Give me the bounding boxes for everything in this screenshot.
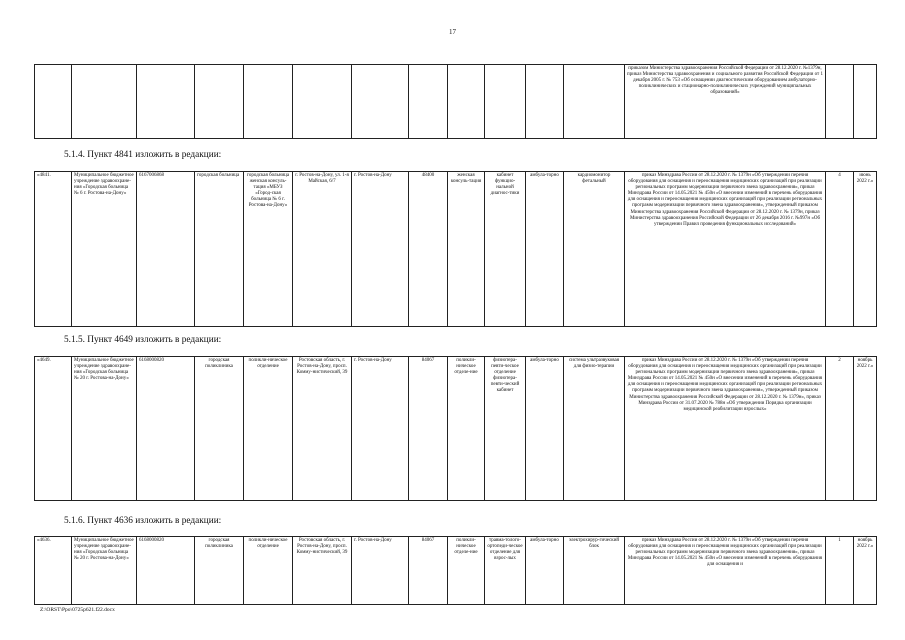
continuation-table [34, 64, 877, 139]
okato-code: 84067 [409, 537, 448, 605]
cell [409, 65, 448, 139]
item-table-4649 [34, 356, 877, 501]
subdivision: поликли-ническое отделение [244, 537, 293, 605]
cell [854, 65, 877, 139]
locality: г. Ростов-на-Дону [352, 357, 409, 501]
locality: г. Ростов-на-Дону [352, 172, 409, 327]
address: Ростовская область, г. Ростов-на-Дону, просп. Комму-нистический, 39 [293, 357, 352, 501]
care-form: амбула-торно [526, 537, 564, 605]
cell [448, 65, 485, 139]
institution-type: городская поликлиника [195, 537, 244, 605]
cell [526, 65, 564, 139]
section-heading: 5.1.4. Пункт 4841 изложить в редакции: [64, 150, 222, 160]
room: травма-толого-ортопеди-ческое отделение для взрос-лых [485, 537, 526, 605]
institution-name: Муниципальное бюджетное учреждение здравоохране-ния «Городская больница № 20 г. Ростова-на-Дону» [72, 357, 137, 501]
cell [564, 65, 625, 139]
section-heading: 5.1.6. Пункт 4636 изложить в редакции: [64, 516, 222, 526]
quantity: 4 [826, 172, 854, 327]
continuation-row [35, 65, 877, 139]
care-form: амбула-торно [526, 357, 564, 501]
delivery-date: ноябрь 2022 г.» [854, 537, 877, 605]
institution-name: Муниципальное бюджетное учреждение здравоохране-ния «Городская больница № 6 г. Ростова-на-Дону» [72, 172, 137, 327]
item-number: «4649. [35, 357, 72, 501]
care-form: амбула-торно [526, 172, 564, 327]
legal-basis-cell: приказом Министерства здравоохранения Российской Федерации от 28.12.2020 г. №1379н, приказ Министерства здравоохранения и социального развития Российской Федерации от 1 декабря 2005 г. № 753 «Об оснащении диагностическим оборудованием амбулаторно-поликлинических и стационарно-поликлинических учреждений муниципальных образований» [625, 65, 826, 139]
room: физиотера-певти-ческое отделение физиотера-певти-ческий кабинет [485, 357, 526, 501]
department: женская консуль-тация [448, 172, 485, 327]
cell [72, 65, 137, 139]
locality: г. Ростов-на-Дону [352, 537, 409, 605]
department: поликли-ническое отделе-ние [448, 357, 485, 501]
inn-code: 6167006868 [137, 172, 195, 327]
okato-code: 84067 [409, 357, 448, 501]
address: Ростовская область, г. Ростов-на-Дону, просп. Комму-нистический, 39 [293, 537, 352, 605]
inn-code: 6168000820 [137, 537, 195, 605]
legal-basis: приказ Минздрава России от 28.12.2020 г. № 1379н «Об утверждении перечня оборудования для оснащения и переоснащения медицинских организаций при реализации региональных программ модернизации первичного звена здравоохранения», приказ Минздрава России от 14.05.2021 № 450н «О внесении изменений в перечень оборудования для оснащения и [625, 537, 826, 605]
subdivision: городская больница женская консуль-тация «МБУЗ «Город-ская больница № 6 г. Ростова-на-Дону» [244, 172, 293, 327]
file-path-footer: Z:\ORST\Ppo\0725p621.f22.docx [40, 607, 115, 613]
equipment: кардиомонитор фетальный [564, 172, 625, 327]
cell [293, 65, 352, 139]
room: кабинет функцио-нальной диагнос-тики [485, 172, 526, 327]
cell [244, 65, 293, 139]
item-table-4636 [34, 536, 877, 605]
cell [35, 65, 72, 139]
address: г. Ростов-на-Дону, ул. 1-я Майская, 6/7 [293, 172, 352, 327]
okato-code: 48400 [409, 172, 448, 327]
page-number: 17 [449, 28, 456, 36]
institution-name: Муниципальное бюджетное учреждение здравоохране-ния «Городская больница № 20 г. Ростова-на-Дону» [72, 537, 137, 605]
inn-code: 6168000820 [137, 357, 195, 501]
quantity: 2 [826, 357, 854, 501]
item-table-4841 [34, 171, 877, 327]
cell [352, 65, 409, 139]
cell [195, 65, 244, 139]
cell [826, 65, 854, 139]
delivery-date: июнь 2022 г.» [854, 172, 877, 327]
institution-type: городская поликлиника [195, 357, 244, 501]
cell [137, 65, 195, 139]
quantity: 1 [826, 537, 854, 605]
table-row [35, 357, 877, 501]
department: поликли-ническое отделе-ние [448, 537, 485, 605]
legal-basis: приказ Минздрава России от 28.12.2020 г. № 1379н «Об утверждении перечня оборудования для оснащения и переоснащения медицинских организаций при реализации региональных программ модернизации первичного звена здравоохранения», приказ Минздрава России от 14.05.2021 № 450н «О внесении изменений в перечень оборудования для оснащения и переоснащения медицинских организаций при реализации региональных программ модернизации первичного звена здравоохранения», утвержденный приказом Министерства здравоохранения Российской Федерации от 28.12.2020 г. № 1379н», приказ Минздрава России от 31.07.2020 № 788н «Об утверждении Порядка организации медицинской реабилитации взрослых» [625, 357, 826, 501]
equipment: электрохирур-гический блок [564, 537, 625, 605]
cell [485, 65, 526, 139]
table-row [35, 537, 877, 605]
delivery-date: ноябрь 2022 г.» [854, 357, 877, 501]
table-row [35, 172, 877, 327]
subdivision: поликли-ническое отделение [244, 357, 293, 501]
legal-basis: приказ Минздрава России от 28.12.2020 г. № 1379н «Об утверждении перечня оборудования для оснащения и переоснащения медицинских организаций при реализации региональных программ модернизации первичного звена здравоохранения», приказ Минздрава России от 14.05.2021 № 450н «О внесении изменений в перечень оборудования для оснащения и переоснащения медицинских организаций при реализации региональных программ модернизации первичного звена здравоохранения», утвержденный приказом Министерства здравоохранения Российской Федерации от 28.12.2020 г. № 1379н, приказ Министерства здравоохранения Российской Федерации от 26 декабря 2016 г. №997н «Об утверждении Правил проведения функциональных исследований» [625, 172, 826, 327]
institution-type: городская больница [195, 172, 244, 327]
item-number: «4636. [35, 537, 72, 605]
item-number: «4841. [35, 172, 72, 327]
equipment: система ультразвуковая для физио-терапии [564, 357, 625, 501]
section-heading: 5.1.5. Пункт 4649 изложить в редакции: [64, 335, 222, 345]
